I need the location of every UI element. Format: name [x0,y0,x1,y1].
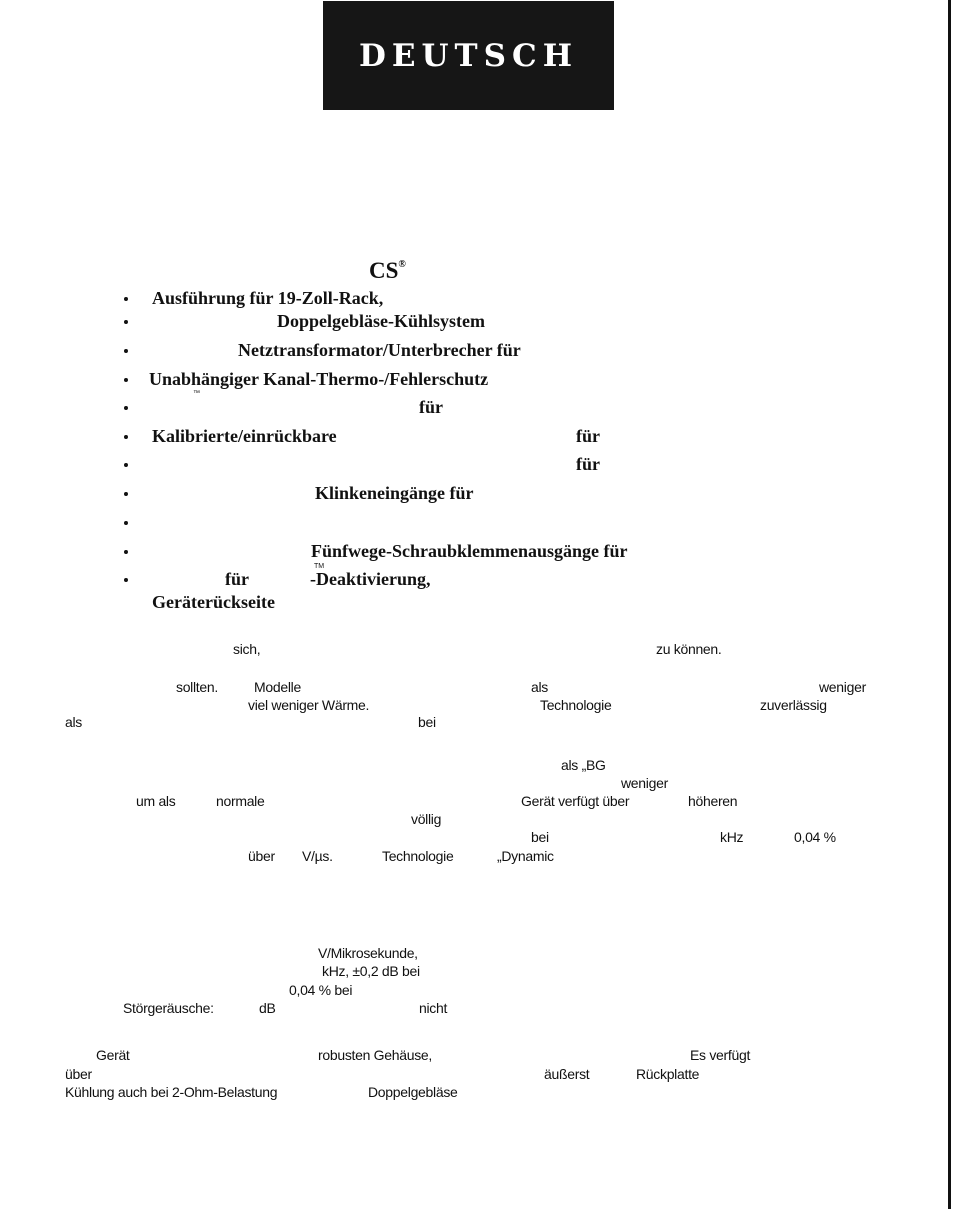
body-text: als „BG [561,757,606,773]
features-title-text: CS [369,258,399,283]
body-text: V/µs. [302,848,333,864]
body-text: sollten. [176,679,218,695]
spec-text: kHz, ±0,2 dB bei [322,963,420,979]
spec-text: dB [259,1000,276,1016]
body-text: als [531,679,548,695]
bullet-icon [124,349,128,353]
bullet-icon [124,521,128,525]
body-text: Rückplatte [636,1066,700,1082]
body-text: kHz [720,829,744,845]
body-text: 0,04 % [794,829,836,845]
feature-item-tail: für [576,426,600,446]
trademark-mark: ™ [193,390,200,397]
bullet-icon [124,320,128,324]
feature-item: für [225,569,249,589]
feature-item-tail: -Deaktivierung, [310,569,431,589]
language-title: DEUTSCH [359,37,578,74]
feature-item-continuation: Geräterückseite [152,592,275,612]
spec-text: V/Mikrosekunde, [318,945,418,961]
body-text: „Dynamic [497,848,554,864]
feature-item: Netztransformator/Unterbrecher für [238,340,521,360]
body-text: höheren [688,793,738,809]
body-text: Technologie [540,697,612,713]
body-text: Technologie [382,848,454,864]
spec-text: nicht [419,1000,448,1016]
body-text: Doppelgebläse [368,1084,458,1100]
feature-item: Klinkeneingänge für [315,483,474,503]
body-text: zuverlässig [760,697,827,713]
body-text: um als [136,793,176,809]
body-text: Gerät verfügt über [521,793,630,809]
body-text: Kühlung auch bei 2-Ohm-Belastung [65,1084,278,1100]
registered-mark: ® [398,259,406,270]
body-text: Gerät [96,1047,130,1063]
feature-item: Ausführung für 19-Zoll-Rack, [152,288,384,308]
body-text: zu können. [656,641,722,657]
body-text: völlig [411,811,442,827]
body-text: robusten Gehäuse, [318,1047,432,1063]
body-text: normale [216,793,265,809]
bullet-icon [124,463,128,467]
body-text: als [65,714,82,730]
body-text: bei [418,714,436,730]
body-text: viel weniger Wärme. [248,697,370,713]
spec-text: Störgeräusche: [123,1000,214,1016]
bullet-icon [124,297,128,301]
body-text: bei [531,829,549,845]
body-text: Es verfügt [690,1047,751,1063]
bullet-icon [124,435,128,439]
feature-item: Unabhängiger Kanal-Thermo-/Fehlerschutz [149,369,489,389]
bullet-icon [124,492,128,496]
language-header [323,1,614,110]
body-text: sich, [233,641,261,657]
feature-item: Fünfwege-Schraubklemmenausgänge für [311,541,628,561]
feature-item: Doppelgebläse-Kühlsystem [277,311,486,331]
spec-text: 0,04 % bei [289,982,353,998]
bullet-icon [124,406,128,410]
bullet-icon [124,378,128,382]
body-text: Modelle [254,679,301,695]
bullet-icon [124,550,128,554]
feature-item: für [419,397,443,417]
features-title [369,253,406,283]
trademark-mark: TM [314,563,325,570]
feature-item: für [576,454,600,474]
body-text: weniger [621,775,668,791]
bullet-icon [124,578,128,582]
feature-item: Kalibrierte/einrückbare [152,426,337,446]
page-edge-line [948,0,951,1209]
body-text: äußerst [544,1066,590,1082]
body-text: über [248,848,275,864]
body-text: über [65,1066,92,1082]
body-text: weniger [819,679,866,695]
